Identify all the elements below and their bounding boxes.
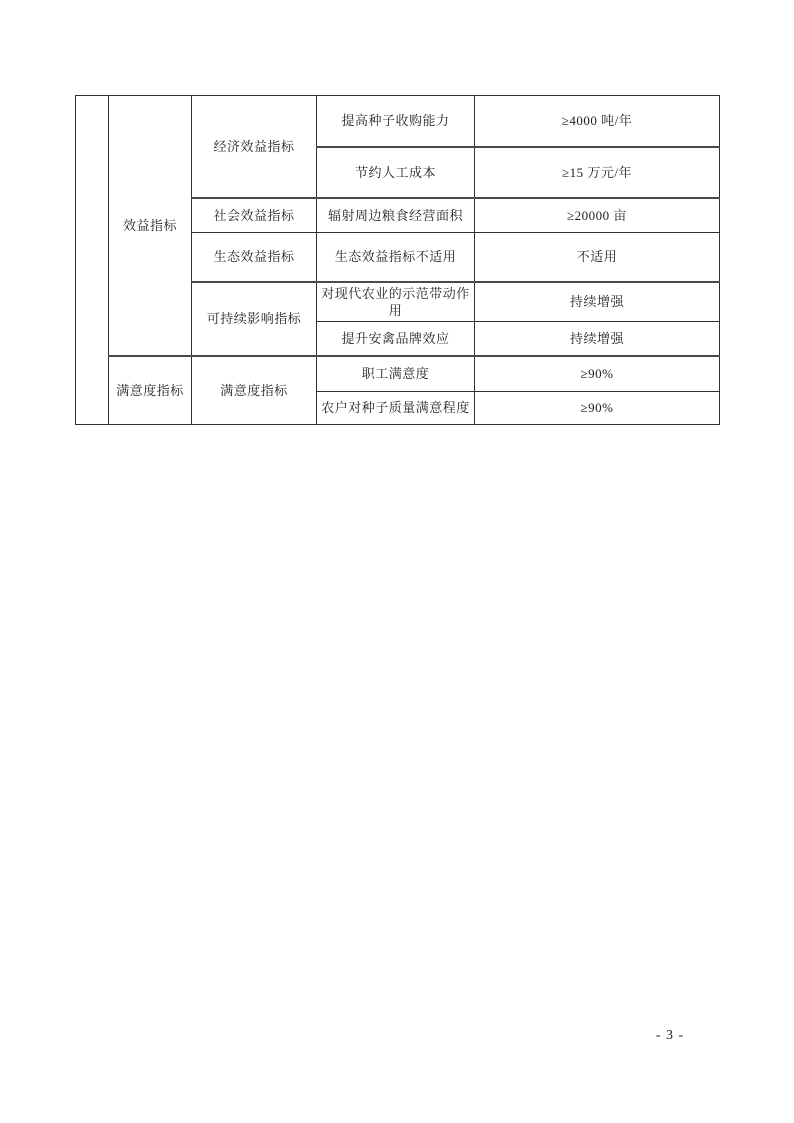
- category-cell-satisfaction: 满意度指标: [109, 356, 192, 424]
- category-cell-benefit: 效益指标: [109, 96, 192, 357]
- target-cell: ≥4000 吨/年: [475, 96, 720, 147]
- performance-indicator-table: [75, 95, 720, 425]
- indicator-cell: 职工满意度: [317, 356, 475, 391]
- page-number: - 3 -: [655, 1028, 685, 1043]
- indicator-cell: 提高种子收购能力: [317, 96, 475, 147]
- target-cell: 不适用: [475, 233, 720, 282]
- subcategory-cell-satisfaction: 满意度指标: [192, 356, 317, 424]
- target-cell: 持续增强: [475, 321, 720, 356]
- target-cell: ≥20000 亩: [475, 198, 720, 233]
- indicator-cell: 提升安禽品牌效应: [317, 321, 475, 356]
- subcategory-cell-ecological: 生态效益指标: [192, 233, 317, 282]
- subcategory-cell-sustainability: 可持续影响指标: [192, 282, 317, 357]
- indicator-cell: 对现代农业的示范带动作用: [317, 282, 475, 322]
- target-cell: ≥90%: [475, 356, 720, 391]
- indicator-cell: 节约人工成本: [317, 147, 475, 198]
- indicator-cell: 辐射周边粮食经营面积: [317, 198, 475, 233]
- subcategory-cell-economic: 经济效益指标: [192, 96, 317, 198]
- indicator-cell: 生态效益指标不适用: [317, 233, 475, 282]
- target-cell: ≥90%: [475, 391, 720, 424]
- indicator-cell: 农户对种子质量满意程度: [317, 391, 475, 424]
- subcategory-cell-social: 社会效益指标: [192, 198, 317, 233]
- target-cell: 持续增强: [475, 282, 720, 322]
- row-header-spacer-cell: [76, 96, 109, 425]
- target-cell: ≥15 万元/年: [475, 147, 720, 198]
